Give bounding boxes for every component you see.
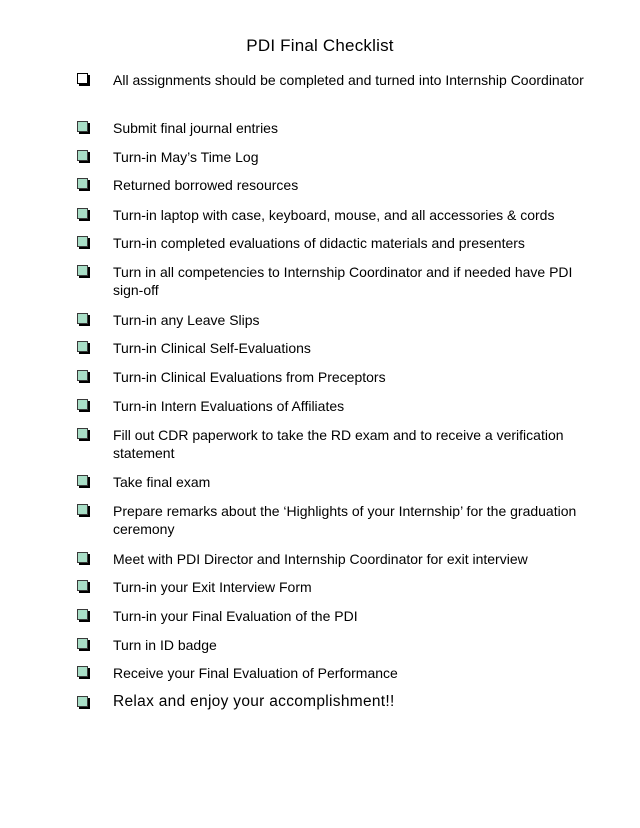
checklist-item-label: Turn in ID badge bbox=[113, 637, 217, 653]
checklist-item-label: Submit final journal entries bbox=[113, 120, 278, 136]
checklist-item-label: Returned borrowed resources bbox=[113, 177, 299, 193]
checklist-item-label: Meet with PDI Director and Internship Coordinator for exit interview bbox=[113, 551, 528, 567]
checklist-item-label: Turn-in any Leave Slips bbox=[113, 312, 260, 328]
checkbox-icon[interactable] bbox=[77, 178, 88, 189]
checkbox-icon[interactable] bbox=[77, 208, 88, 219]
checklist-item-label: Turn-in May’s Time Log bbox=[113, 149, 259, 165]
checklist-item-label: All assignments should be completed and turned into Internship Coordinator bbox=[113, 72, 584, 88]
checkbox-icon[interactable] bbox=[77, 552, 88, 563]
checkbox-icon[interactable] bbox=[77, 150, 88, 161]
checkbox-icon[interactable] bbox=[77, 475, 88, 486]
checkbox-icon[interactable] bbox=[77, 236, 88, 247]
checkbox-icon[interactable] bbox=[77, 428, 88, 439]
page-title: PDI Final Checklist bbox=[246, 36, 394, 55]
checklist-item-label: Turn-in completed evaluations of didactic materials and presenters bbox=[113, 235, 525, 251]
checklist-item-label: Turn-in your Exit Interview Form bbox=[113, 579, 312, 595]
checkbox-icon[interactable] bbox=[77, 399, 88, 410]
checkbox-icon[interactable] bbox=[77, 666, 88, 677]
checklist-item-label: Turn-in Clinical Evaluations from Preceptors bbox=[113, 369, 386, 385]
checkbox-icon[interactable] bbox=[77, 580, 88, 591]
checkbox-icon[interactable] bbox=[77, 121, 88, 132]
checklist-item-label: Relax and enjoy your accomplishment!! bbox=[113, 693, 395, 710]
checklist-item-label: Turn-in laptop with case, keyboard, mouse, and all accessories & cords bbox=[113, 207, 555, 223]
checklist-item-label: Turn-in your Final Evaluation of the PDI bbox=[113, 608, 358, 624]
checklist-item-label: Receive your Final Evaluation of Performance bbox=[113, 665, 398, 681]
checkbox-icon[interactable] bbox=[77, 638, 88, 649]
checklist-item-label: Fill out CDR paperwork to take the RD exam and to receive a verification statement bbox=[113, 427, 564, 461]
checklist-item-label: Turn-in Intern Evaluations of Affiliates bbox=[113, 398, 345, 414]
checkbox-icon[interactable] bbox=[77, 341, 88, 352]
checklist-item-label: Turn in all competencies to Internship Coordinator and if needed have PDI sign-off bbox=[113, 264, 573, 298]
checkbox-icon[interactable] bbox=[77, 504, 88, 515]
checklist-item-label: Turn-in Clinical Self-Evaluations bbox=[113, 340, 311, 356]
checkbox-icon[interactable] bbox=[77, 313, 88, 324]
checkbox-icon[interactable] bbox=[77, 73, 88, 84]
checkbox-icon[interactable] bbox=[77, 370, 88, 381]
checklist-item-label: Take final exam bbox=[113, 474, 211, 490]
checkbox-icon[interactable] bbox=[77, 696, 88, 707]
checkbox-icon[interactable] bbox=[77, 609, 88, 620]
checkbox-icon[interactable] bbox=[77, 265, 88, 276]
checklist-item-label: Prepare remarks about the ‘Highlights of your Internship’ for the graduation ceremony bbox=[113, 503, 577, 537]
